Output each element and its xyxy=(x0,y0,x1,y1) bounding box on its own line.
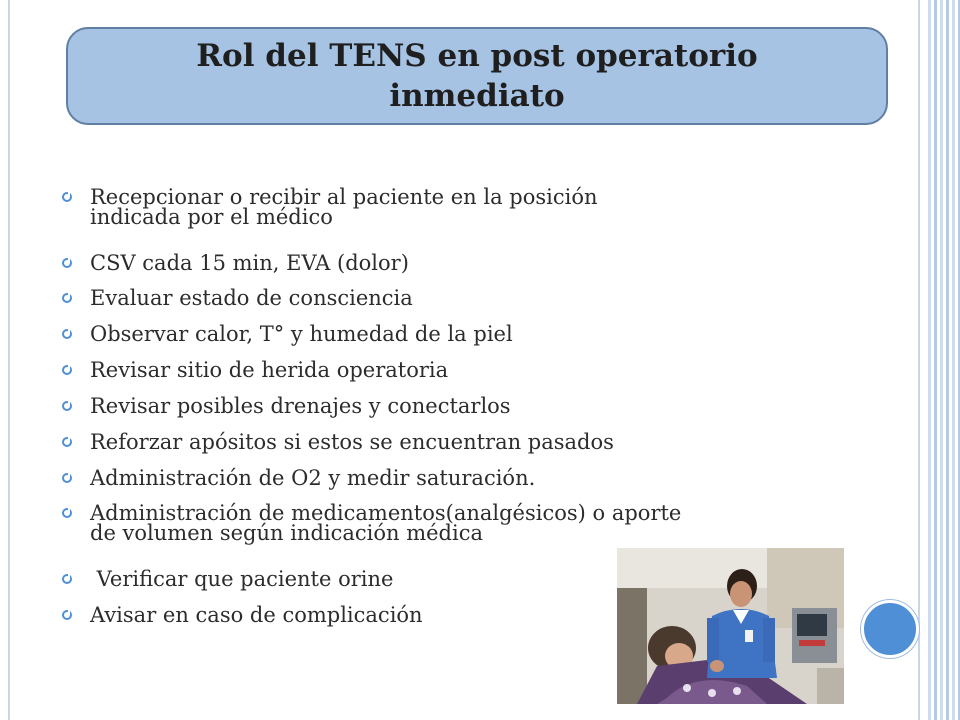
bullet-text: Verificar que paciente orine xyxy=(90,567,394,591)
bullet-icon xyxy=(62,258,72,268)
list-item xyxy=(60,396,511,416)
list-item xyxy=(60,288,413,308)
list-item xyxy=(60,324,513,344)
slide-title xyxy=(196,36,757,116)
nurse-patient-photo xyxy=(617,548,844,704)
decorative-circle-icon xyxy=(861,600,919,658)
bullet-text-cont: de volumen según indicación médica xyxy=(90,521,483,545)
list-item xyxy=(60,468,535,488)
bullet-icon xyxy=(62,401,72,411)
bullet-icon xyxy=(62,610,72,620)
bullet-icon xyxy=(62,473,72,483)
list-item xyxy=(60,605,423,625)
bullet-text-cont: indicada por el médico xyxy=(90,205,333,229)
bullet-text: Administración de medicamentos(analgésicos) o aporte xyxy=(90,501,682,525)
list-item xyxy=(60,569,393,589)
bullet-text: Observar calor, T° y humedad de la piel xyxy=(90,322,513,346)
list-item xyxy=(60,503,681,543)
bullet-icon xyxy=(62,329,72,339)
list-item xyxy=(60,253,409,273)
bullet-text: Administración de O2 y medir saturación. xyxy=(90,466,536,490)
bullet-icon xyxy=(62,437,72,447)
right-frame-line xyxy=(918,0,920,720)
bullet-icon xyxy=(62,192,72,202)
bullet-text: Revisar sitio de herida operatoria xyxy=(90,358,449,382)
right-decorative-band xyxy=(928,0,960,720)
list-item xyxy=(60,432,614,452)
bullet-text: Reforzar apósitos si estos se encuentran pasados xyxy=(90,430,614,454)
bullet-icon xyxy=(62,365,72,375)
bullet-text: Evaluar estado de consciencia xyxy=(90,286,413,310)
title-banner xyxy=(66,27,888,125)
list-item xyxy=(60,187,598,227)
bullet-text: CSV cada 15 min, EVA (dolor) xyxy=(90,251,409,275)
bullet-icon xyxy=(62,508,72,518)
left-frame-line xyxy=(8,0,10,720)
bullet-icon xyxy=(62,574,72,584)
title-line-1: Rol del TENS en post operatorio xyxy=(196,38,758,74)
bullet-text: Avisar en caso de complicación xyxy=(90,603,423,627)
list-item xyxy=(60,360,448,380)
bullet-text: Revisar posibles drenajes y conectarlos xyxy=(90,394,511,418)
bullet-icon xyxy=(62,293,72,303)
bullet-text: Recepcionar o recibir al paciente en la posición xyxy=(90,185,598,209)
title-line-2: inmediato xyxy=(389,78,565,114)
